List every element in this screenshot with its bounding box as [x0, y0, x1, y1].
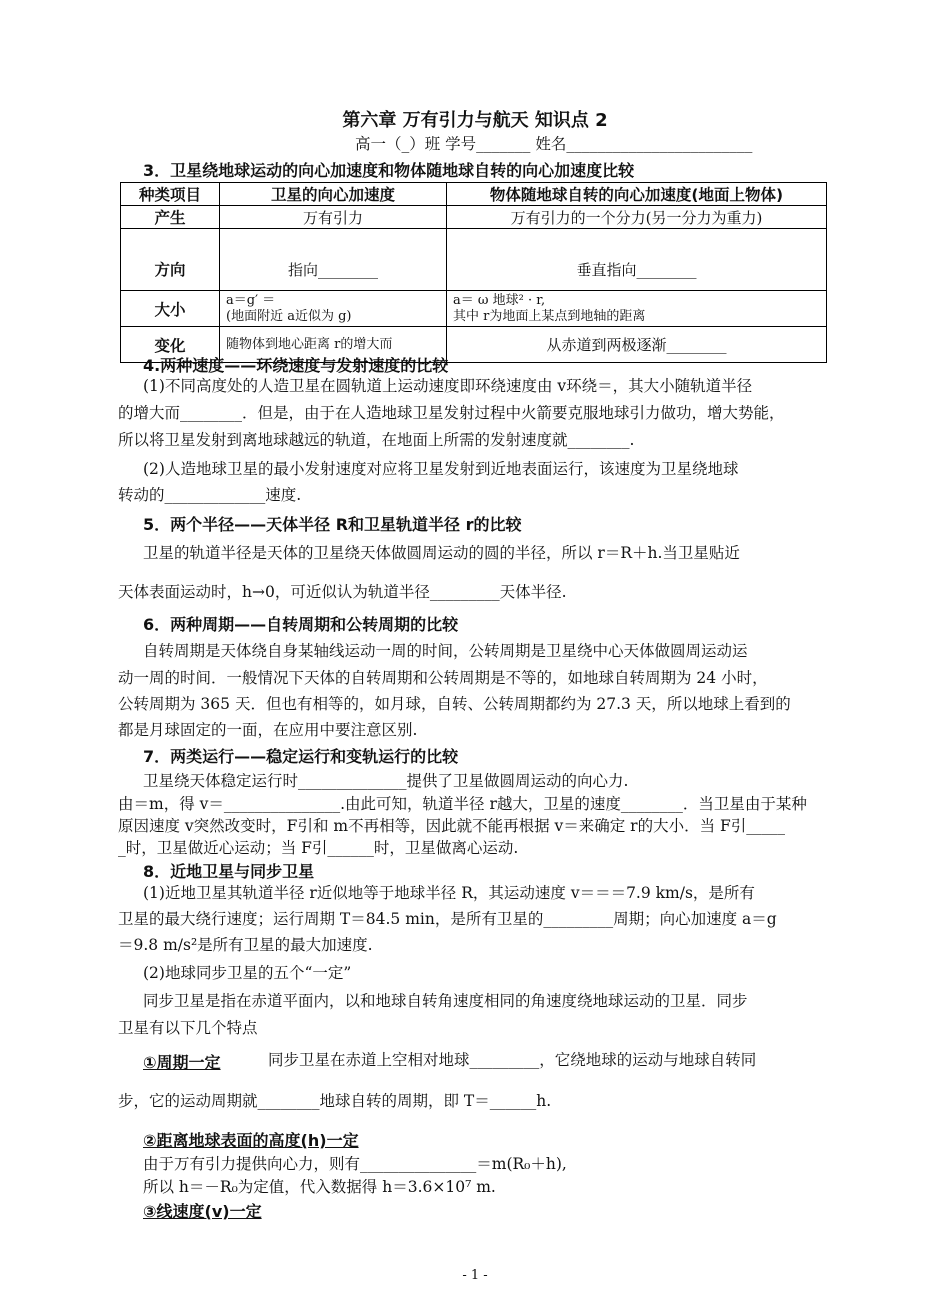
paragraph: 的增大而________．但是，由于在人造地球卫星发射过程中火箭要克服地球引力做功，增大势能，	[118, 404, 785, 422]
table-row-label: 大小	[121, 291, 220, 327]
paragraph: 自转周期是天体绕自身某轴线运动一周的时间，公转周期是卫星绕中心天体做圆周运动运	[143, 642, 748, 660]
section-3-title: 3．卫星绕地球运动的向心加速度和物体随地球自转的向心加速度比较	[143, 161, 635, 180]
paragraph: 所以 h＝－R₀为定值，代入数据得 h＝3.6×10⁷ m.	[143, 1178, 496, 1196]
paragraph: 卫星绕天体稳定运行时______________提供了卫星做圆周运动的向心力.	[143, 772, 629, 790]
paragraph: _时，卫星做近心运动；当 F引______时，卫星做离心运动.	[118, 839, 519, 857]
table-cell-line: 其中 r为地面上某点到地轴的距离	[453, 308, 646, 324]
paragraph: 都是月球固定的一面，在应用中要注意区别.	[118, 721, 418, 739]
paragraph: 公转周期为 365 天．但也有相等的，如月球，自转、公转周期都约为 27.3 天，所以地球上看到的	[118, 695, 791, 713]
paragraph: 所以将卫星发射到离地球越远的轨道，在地面上所需的发射速度就________.	[118, 431, 635, 449]
table-row-label: 变化	[121, 327, 220, 363]
table-cell	[220, 291, 447, 327]
section-6-title: 6．两种周期——自转周期和公转周期的比较	[143, 615, 459, 634]
paragraph: 卫星的轨道半径是天体的卫星绕天体做圆周运动的圆的半径，所以 r＝R＋h.当卫星贴近	[143, 544, 740, 562]
table-row-label: 产生	[121, 206, 220, 229]
paragraph: 同步卫星在赤道上空相对地球_________，它绕地球的运动与地球自转同	[268, 1051, 757, 1069]
table-cell: 指向________	[220, 229, 447, 291]
table-cell	[447, 291, 827, 327]
paragraph: (1)近地卫星其轨道半径 r近似地等于地球半径 R，其运动速度 v＝＝＝7.9 km/s，是所有	[143, 884, 755, 902]
section-8-title: 8．近地卫星与同步卫星	[143, 862, 315, 881]
section-4-title: 4.两种速度——环绕速度与发射速度的比较	[143, 356, 449, 375]
paragraph: (2)地球同步卫星的五个“一定”	[143, 964, 352, 982]
paragraph: 由于万有引力提供向心力，则有_______________＝m(R₀＋h),	[143, 1155, 567, 1173]
paragraph: ＝9.8 m/s²是所有卫星的最大加速度.	[118, 936, 373, 954]
section-7-title: 7．两类运行——稳定运行和变轨运行的比较	[143, 747, 459, 766]
class-info-line: 高一（_）班 学号_______ 姓名________________________	[355, 135, 753, 153]
point-1-label: ①周期一定	[143, 1053, 221, 1072]
paragraph: 由＝m，得 v＝_______________.由此可知，轨道半径 r越大，卫星的速度________．当卫星由于某种	[118, 795, 807, 813]
paragraph: 步，它的运动周期就________地球自转的周期，即 T＝______h.	[118, 1092, 552, 1110]
table-cell-line: (地面附近 a近似为 g)	[226, 308, 352, 324]
paragraph: 天体表面运动时，h→0，可近似认为轨道半径_________天体半径.	[118, 583, 567, 601]
paragraph: (2)人造地球卫星的最小发射速度对应将卫星发射到近地表面运行，该速度为卫星绕地球	[143, 460, 739, 478]
table-header-ground-object: 物体随地球自转的向心加速度(地面上物体)	[447, 183, 827, 206]
point-3-label: ③线速度(v)一定	[143, 1202, 262, 1221]
table-cell: 随物体到地心距离 r的增大而	[220, 327, 447, 363]
point-2-label: ②距离地球表面的高度(h)一定	[143, 1131, 359, 1150]
paragraph: 动一周的时间．一般情况下天体的自转周期和公转周期是不等的，如地球自转周期为 24 小时，	[118, 669, 768, 687]
table-cell: 万有引力	[220, 206, 447, 229]
paragraph: 卫星的最大绕行速度；运行周期 T＝84.5 min，是所有卫星的_________周期；向心加速度 a＝g	[118, 910, 777, 928]
paragraph: 原因速度 v突然改变时，F引和 m不再相等，因此就不能再根据 v＝来确定 r的大小．当 F引_____	[118, 817, 786, 835]
paragraph: (1)不同高度处的人造卫星在圆轨道上运动速度即环绕速度由 v环绕＝，其大小随轨道半径	[143, 377, 753, 395]
table-cell-line: a＝g′ ＝	[226, 292, 276, 308]
table-header-item: 种类项目	[121, 183, 220, 206]
page-number: - 1 -	[462, 1268, 488, 1283]
comparison-table	[120, 182, 827, 363]
page-title: 第六章 万有引力与航天 知识点 2	[342, 110, 608, 131]
section-5-title: 5．两个半径——天体半径 R和卫星轨道半径 r的比较	[143, 515, 522, 534]
paragraph: 卫星有以下几个特点	[118, 1019, 258, 1037]
table-cell: 垂直指向________	[447, 229, 827, 291]
paragraph: 转动的_____________速度.	[118, 486, 302, 504]
table-row-label: 方向	[121, 229, 220, 291]
table-cell: 万有引力的一个分力(另一分力为重力)	[447, 206, 827, 229]
table-header-satellite: 卫星的向心加速度	[220, 183, 447, 206]
table-cell-line: a＝ ω 地球² · r,	[453, 292, 546, 308]
paragraph: 同步卫星是指在赤道平面内，以和地球自转角速度相同的角速度绕地球运动的卫星．同步	[143, 992, 748, 1010]
table-cell: 从赤道到两极逐渐________	[447, 327, 827, 363]
